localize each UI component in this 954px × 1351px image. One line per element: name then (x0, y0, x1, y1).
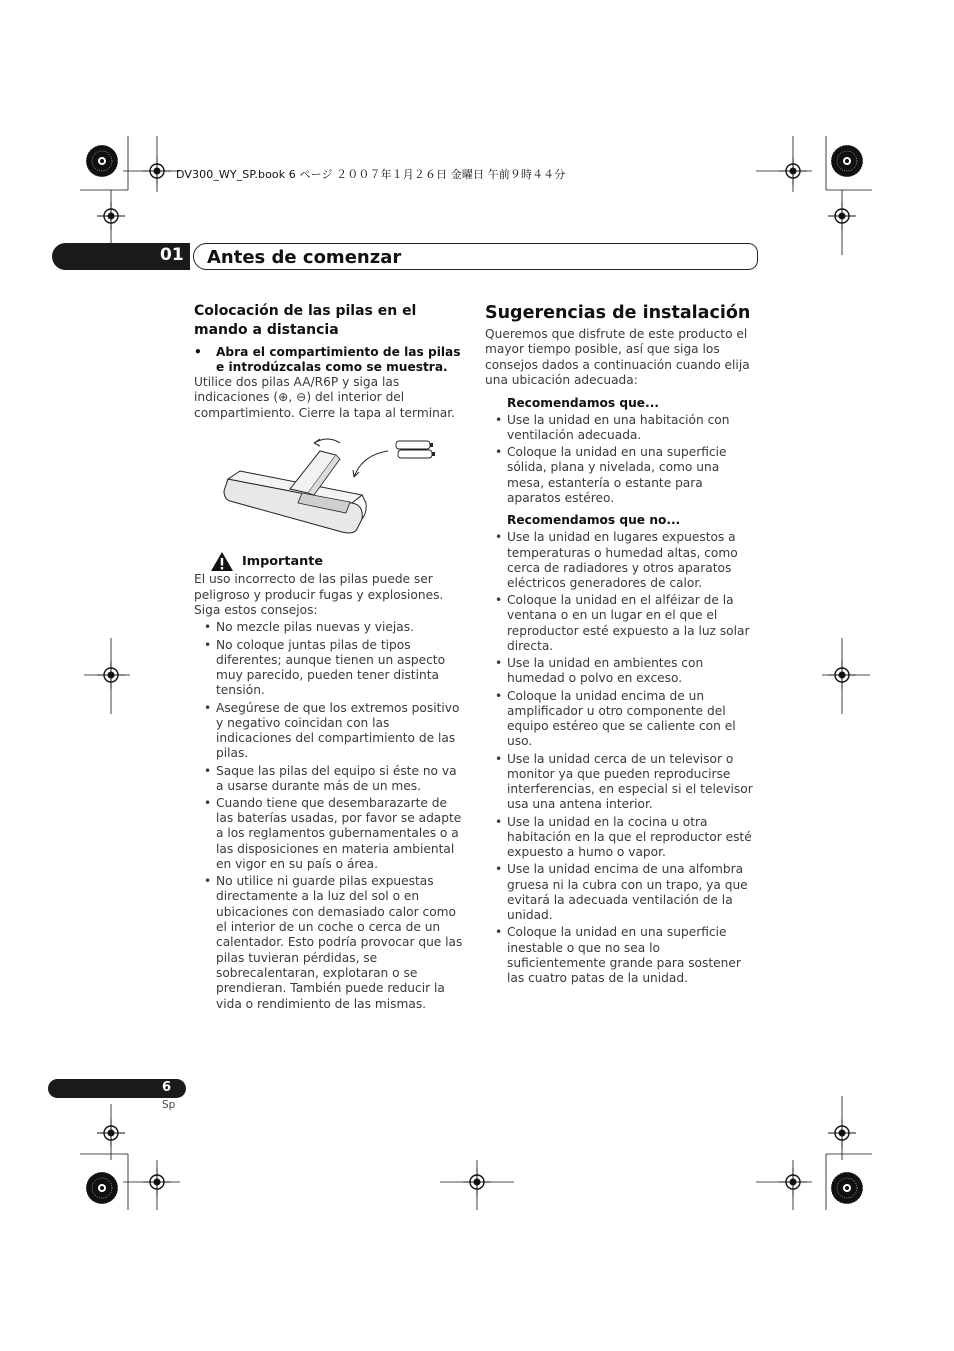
list-item: • Coloque la unidad en una superficie sólida, plana y nivelada, como una mesa, estantería o estante para aparatos estéreo. (485, 445, 760, 506)
recommended-heading: Recomendamos que... (507, 395, 659, 410)
installation-intro: Queremos que disfrute de este producto el mayor tiempo posible, así que siga los consejos dados a continuación cuando elija una ubicación adecuada: (485, 327, 750, 388)
left-column (194, 302, 466, 1014)
list-item: • Saque las pilas del equipo si éste no va a usarse durante más de un mes. (194, 764, 466, 795)
warning-label: Importante (242, 554, 324, 570)
list-item: • Use la unidad cerca de un televisor o monitor ya que pueden reproducirse interferencias, en especial si el televisor usa una antena interior. (485, 752, 760, 813)
list-item: • No coloque juntas pilas de tipos diferentes; aunque tienen un aspecto muy parecido, pueden tener distinta tensión. (194, 638, 466, 699)
list-item: • Use la unidad en la cocina u otra habitación en la que el reproductor esté expuesto a humo o vapor. (485, 815, 760, 861)
recommended-list (485, 413, 760, 507)
list-item: • Use la unidad en una habitación con ventilación adecuada. (485, 413, 760, 444)
not-recommended-list (485, 530, 760, 986)
warning-icon (210, 551, 234, 572)
list-item: • No utilice ni guarde pilas expuestas directamente a la luz del sol o en ubicaciones con demasiado calor como el interior de un coche o cerca de un calentador. Esto podría provocar que las pilas tuvieran pérdidas, se sobrecalentaran, explotaran o se prendieran. También puede reducir la vida o rendimiento de las mismas. (194, 874, 466, 1012)
remote-battery-illustration (222, 437, 447, 537)
list-item: • Coloque la unidad en una superficie inestable o que no sea lo suficientemente grande para sostener las cuatro patas de la unidad. (485, 925, 760, 986)
installation-heading: Sugerencias de instalación (485, 303, 751, 323)
list-item: • Coloque la unidad en el alféizar de la ventana o en un lugar en el que el reproductor esté expuesto a la luz solar directa. (485, 593, 760, 654)
warning-header (210, 551, 466, 572)
right-column (485, 302, 760, 988)
page-number: 6 (162, 1080, 172, 1095)
warning-list (194, 620, 466, 1011)
battery-step-text: Abra el compartimiento de las pilas e introdúzcalas como se muestra. (216, 345, 461, 374)
list-item: • Use la unidad en ambientes con humedad o polvo en exceso. (485, 656, 760, 687)
list-item: • Use la unidad en lugares expuestos a temperaturas o humedad altas, como cerca de radiadores y otros aparatos eléctricos generadores de calor. (485, 530, 760, 591)
warning-intro: El uso incorrecto de las pilas puede ser peligroso y producir fugas y explosiones. Siga estos consejos: (194, 572, 444, 618)
print-file-info: DV300_WY_SP.book 6 ページ ２００７年１月２６日 金曜日 午前９時４４分 (176, 168, 566, 181)
chapter-number: 01 (160, 245, 184, 265)
list-item: • Coloque la unidad encima de un amplificador u otro componente del equipo estéreo que se caliente con el uso. (485, 689, 760, 750)
chapter-title: Antes de comenzar (207, 247, 402, 268)
not-recommended-heading: Recomendamos que no... (507, 513, 681, 528)
list-item: • Cuando tiene que desembarazarte de las baterías usadas, por favor se adapte a los reglamentos gubernamentales o a las disposiciones en materia ambiental en vigor en su país o área. (194, 796, 466, 872)
list-item: • Use la unidad encima de una alfombra gruesa ni la cubra con un trapo, ya que evitará la adecuada ventilación de la unidad. (485, 862, 760, 923)
step-bullet: • (194, 345, 202, 359)
battery-step (194, 345, 466, 375)
list-item: • Asegúrese de que los extremos positivo y negativo coincidan con las indicaciones del compartimiento de las pilas. (194, 701, 466, 762)
battery-section-heading: Colocación de las pilas en el mando a distancia (194, 303, 417, 338)
list-item: • No mezcle pilas nuevas y viejas. (194, 620, 466, 635)
battery-step-body: Utilice dos pilas AA/R6P y siga las indicaciones (⊕, ⊖) del interior del compartimiento. Cierre la tapa al terminar. (194, 375, 456, 420)
page-language: Sp (162, 1099, 176, 1111)
